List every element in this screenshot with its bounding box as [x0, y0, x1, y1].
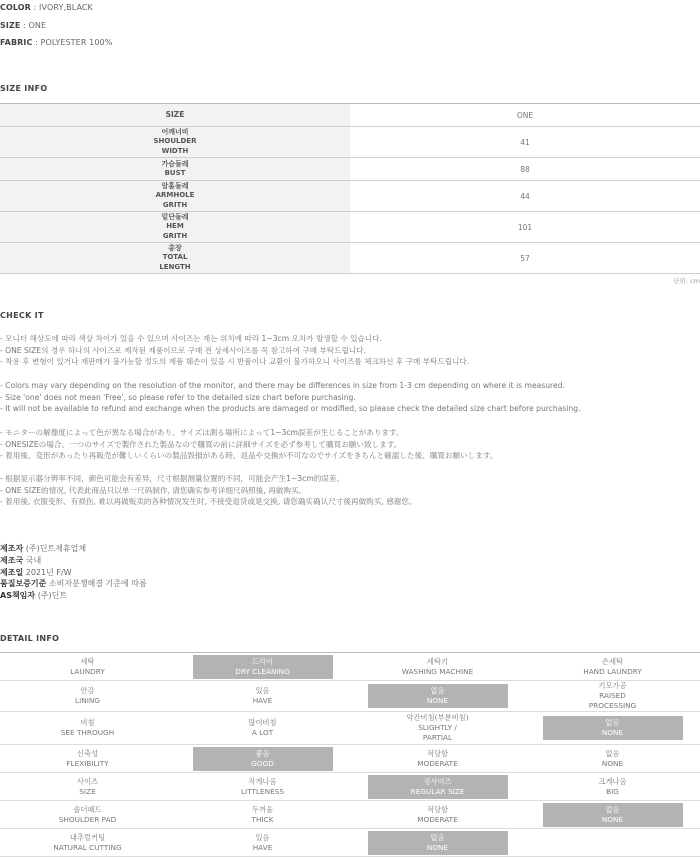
size-label-line: 밑단둘레 — [161, 212, 189, 221]
size-row — [0, 127, 700, 158]
size-row — [0, 158, 700, 181]
detail-row — [0, 712, 700, 745]
detail-cell-selected — [350, 681, 525, 711]
detail-cell-line: HAND LAUNDRY — [583, 666, 642, 676]
detail-table — [0, 652, 700, 857]
maker-label: 제조일 — [0, 567, 24, 577]
detail-cell — [175, 773, 350, 800]
detail-row — [0, 829, 700, 857]
detail-cell-line: 적당함 — [426, 748, 449, 758]
detail-cell — [350, 712, 525, 744]
detail-cell-selected — [525, 712, 700, 744]
detail-cell-line: HAVE — [252, 696, 273, 705]
detail-cell-line: WASHING MACHINE — [401, 666, 474, 676]
detail-cell-line: SIZE — [79, 786, 96, 796]
size-label-line: 어깨너비 — [161, 127, 189, 136]
note-line: - It will not be available to refund and exchange when the products are damaged or modified, so please check the detailed size chart before purchasing. — [0, 404, 581, 413]
detail-cell-content — [543, 803, 683, 827]
detail-cell-line: LITTLENESS — [240, 786, 284, 796]
detail-cell-content — [525, 657, 700, 677]
detail-cell-line: 두꺼움 — [251, 804, 274, 814]
detail-cell-line: NONE — [426, 696, 449, 705]
size-label-line: ARMHOLE — [155, 191, 195, 200]
size-row — [0, 212, 700, 243]
size-label-cell — [0, 158, 350, 180]
maker-label: 제조자 — [0, 544, 24, 553]
detail-cell-content — [0, 833, 175, 853]
detail-cell-selected — [525, 801, 700, 828]
detail-cell-line: LINING — [75, 696, 100, 705]
note-line: - Colors may vary depending on the resolution of the monitor, and there may be differences in size from 1-3 cm depending on where it is measured. — [0, 381, 565, 390]
detail-cell-line: BIG — [606, 786, 619, 796]
detail-cell-line: 없음 — [430, 686, 445, 695]
detail-cell-content — [193, 655, 333, 679]
detail-cell-line: 크게나옴 — [598, 776, 627, 786]
detail-cell-line: A LOT — [251, 728, 274, 737]
detail-cell — [525, 773, 700, 800]
size-label-line: HEM — [166, 222, 184, 231]
size-label-line: 가슴둘레 — [161, 159, 189, 168]
detail-cell-line: 세탁 — [80, 656, 95, 666]
size-label-cell — [0, 243, 350, 273]
maker-row — [0, 555, 147, 567]
detail-cell-line: DRY CLEANING — [235, 666, 290, 676]
note-line: - 根据显示器分辨率不同，颜色可能会有差异，尺寸根据测量位置的不同，可能会产生1~3cm的误差。 — [0, 474, 345, 483]
size-info: SIZE : ONE — [0, 21, 47, 30]
detail-cell-content — [175, 686, 350, 706]
detail-cell — [350, 745, 525, 772]
note-line: - Size 'one' does not mean 'Free', so please refer to the detailed size chart before purchasing. — [0, 392, 356, 402]
size-value-cell: 44 — [520, 191, 530, 201]
detail-cell-line: GOOD — [251, 758, 274, 768]
detail-cell-line: NATURAL CUTTING — [53, 842, 122, 852]
notes-japanese — [0, 427, 497, 462]
detail-cell-line: NONE — [601, 814, 624, 824]
size-value-cell: 101 — [517, 222, 533, 232]
detail-cell — [0, 653, 175, 680]
detail-cell-content — [350, 713, 525, 743]
detail-cell-line: 손세탁 — [601, 656, 624, 666]
detail-cell-content — [193, 747, 333, 771]
detail-cell-line: 드라이 — [251, 656, 274, 666]
size-table — [0, 103, 700, 274]
fabric-value: POLYESTER 100% — [40, 38, 113, 47]
size-label: SIZE — [0, 21, 21, 30]
maker-row — [0, 590, 147, 602]
detail-cell-content — [350, 805, 525, 825]
size-header-cell: SIZE — [0, 104, 350, 126]
size-label-line: SHOULDER — [153, 137, 197, 146]
color-value: IVORY,BLACK — [39, 3, 93, 12]
note-line: - ONE SIZE의 경우 하나의 사이즈로 제작된 제품이므로 구매 전 상세사이즈를 꼭 참고하여 구매 부탁드립니다. — [0, 345, 366, 355]
size-label-cell — [0, 181, 350, 211]
detail-cell-line: NONE — [426, 842, 449, 852]
detail-cell-line: RAISED — [599, 691, 626, 700]
size-row — [0, 181, 700, 212]
maker-value: (주)딘트제휴업체 — [25, 544, 87, 553]
maker-label: 제조국 — [0, 555, 24, 565]
size-label-line: GRITH — [162, 231, 188, 240]
detail-cell-line: LAUNDRY — [70, 666, 105, 676]
detail-cell-line: 기모가공 — [598, 681, 627, 690]
detail-cell-content — [350, 657, 525, 677]
size-label-cell — [0, 127, 350, 157]
detail-cell-selected — [350, 773, 525, 800]
notes-korean — [0, 333, 469, 368]
detail-cell-line: 없음 — [605, 718, 620, 727]
size-label-line: LENGTH — [159, 262, 191, 271]
detail-cell-line: 정사이즈 — [423, 776, 452, 786]
maker-value: 2021년 F/W — [25, 567, 72, 577]
detail-info-title: DETAIL INFO — [0, 634, 60, 643]
size-row — [0, 243, 700, 274]
detail-cell-selected — [350, 829, 525, 856]
detail-cell-line: 있음 — [255, 832, 270, 842]
detail-cell — [350, 801, 525, 828]
detail-cell-line: 안감 — [80, 686, 95, 695]
detail-cell-line: 없음 — [430, 832, 445, 842]
detail-cell-content — [175, 777, 350, 797]
detail-cell-line: PARTIAL — [422, 733, 453, 742]
detail-cell-line: NONE — [601, 728, 624, 737]
detail-cell-line: SHOULDER PAD — [58, 814, 117, 824]
detail-cell-line: SLIGHTLY / — [418, 723, 457, 732]
size-table-header — [0, 104, 700, 127]
size-label-cell — [0, 212, 350, 242]
detail-cell-line: 없음 — [605, 804, 620, 814]
maker-label: AS책임자 — [0, 591, 36, 601]
detail-cell-line: 없음 — [605, 748, 620, 758]
detail-cell — [525, 681, 700, 711]
detail-cell-line: 사이즈 — [76, 776, 99, 786]
detail-cell-line: 약간비침(부분비침) — [406, 713, 469, 722]
detail-cell-content — [0, 686, 175, 706]
maker-row — [0, 567, 147, 579]
one-header-cell: ONE — [516, 110, 534, 120]
detail-cell-content — [0, 805, 175, 825]
detail-cell-content — [0, 777, 175, 797]
fabric-label: FABRIC — [0, 38, 33, 47]
note-line: - 着用後, 衣服变形、有损伤, 难以再做贩卖的各种情况发生时, 不接受退货或是交换, 请您确实确认尺寸後再做购买, 感谢您。 — [0, 497, 417, 506]
size-label-line: WIDTH — [161, 146, 189, 155]
detail-cell-line: 세탁기 — [426, 656, 449, 666]
detail-cell — [175, 712, 350, 744]
detail-cell-line: HAVE — [252, 842, 273, 852]
detail-cell — [0, 801, 175, 828]
note-line: - モニターの解像度によって色が異なる場合があり、サイズは測る場所によって1~3cm誤差が生じることがあります。 — [0, 428, 404, 437]
detail-cell-content — [543, 716, 683, 740]
size-label-line: 총장 — [168, 243, 182, 252]
detail-cell-line: MODERATE — [417, 758, 458, 768]
note-line: - 모니터 해상도에 따라 색상 차이가 있을 수 있으며 사이즈는 재는 위치에 따라 1~3cm 오차가 발생할 수 있습니다. — [0, 334, 382, 343]
detail-cell — [525, 829, 700, 856]
detail-row — [0, 681, 700, 712]
note-line: - ONE SIZE的情况, 代表此商品只以单一尺码制作, 请您确实参考详细尺码照後, 再做购买。 — [0, 485, 307, 495]
detail-cell-content — [0, 657, 175, 677]
detail-cell-line: MODERATE — [417, 814, 458, 824]
color-label: COLOR — [0, 3, 31, 12]
detail-cell-line: THICK — [251, 814, 274, 824]
detail-cell-line: SEE THROUGH — [60, 728, 115, 737]
detail-row — [0, 801, 700, 829]
detail-cell — [0, 712, 175, 744]
maker-row — [0, 543, 147, 555]
notes-chinese — [0, 473, 417, 508]
detail-cell-line: REGULAR SIZE — [410, 786, 465, 796]
detail-cell-content — [368, 684, 508, 708]
detail-cell — [0, 829, 175, 856]
detail-cell-content — [175, 718, 350, 738]
detail-cell-content — [0, 749, 175, 769]
detail-cell — [175, 829, 350, 856]
size-label-line: TOTAL — [162, 253, 188, 262]
detail-cell-line: 작게나옴 — [248, 776, 277, 786]
detail-cell-content — [525, 777, 700, 797]
maker-value: (주)딘트 — [37, 591, 68, 601]
detail-cell-line: 있음 — [255, 686, 270, 695]
detail-row — [0, 773, 700, 801]
unit-label: 단위: cm — [673, 277, 700, 285]
detail-cell-line: NONE — [601, 758, 624, 768]
detail-cell-line: 신축성 — [76, 748, 99, 758]
detail-cell-line: 내추럴커팅 — [69, 832, 106, 842]
detail-cell-content — [525, 681, 700, 711]
detail-cell — [175, 801, 350, 828]
size-info-title: SIZE INFO — [0, 84, 48, 93]
manufacturer-info — [0, 543, 147, 602]
detail-cell-content — [175, 833, 350, 853]
maker-label: 품질보증기준 — [0, 579, 47, 589]
note-line: - ONESIZEの場合、一つのサイズで製作された製品なので購買の前に詳細サイズを必ず参考して購買お願い致します。 — [0, 439, 402, 449]
detail-cell-line: 숄더패드 — [73, 804, 102, 814]
detail-cell-content — [0, 718, 175, 738]
detail-cell-line: 적당함 — [426, 804, 449, 814]
maker-value: 소비자분쟁해결 기준에 따름 — [48, 579, 147, 589]
detail-row — [0, 653, 700, 681]
detail-cell-content — [525, 749, 700, 769]
color-info: COLOR : IVORY,BLACK — [0, 3, 93, 12]
detail-cell-selected — [175, 745, 350, 772]
size-value-cell: 88 — [520, 164, 530, 174]
size-label-line: GRITH — [162, 200, 188, 209]
size-value-cell: 41 — [520, 137, 530, 147]
size-label-line: BUST — [164, 169, 186, 177]
detail-cell — [175, 681, 350, 711]
detail-cell-line: 비침 — [80, 718, 95, 727]
detail-row — [0, 745, 700, 773]
size-label-line: 암홀둘레 — [161, 181, 189, 190]
size-value-cell: 57 — [520, 253, 530, 263]
size-value: ONE — [28, 21, 47, 30]
detail-cell-content — [175, 805, 350, 825]
notes-english — [0, 380, 581, 415]
note-line: - 着用後、変形があったり再販売が難しいくらいの製品毀損がある時、返品や交換が不可なのでサイズをきちんと確認した後、購買お願いします。 — [0, 451, 498, 460]
detail-cell — [0, 745, 175, 772]
detail-cell-line: FLEXIBILITY — [66, 758, 109, 768]
note-line: - 착용 후 변형이 있거나 재판매가 불가능할 정도의 제품 훼손이 있을 시 반품이나 교환이 불가하오니 사이즈를 체크하신 후 구매 부탁드립니다. — [0, 357, 470, 366]
detail-cell-line: 많이비침 — [248, 718, 277, 727]
detail-cell-selected — [175, 653, 350, 680]
detail-cell — [0, 773, 175, 800]
fabric-info: FABRIC : POLYESTER 100% — [0, 38, 113, 47]
detail-cell — [525, 653, 700, 680]
maker-value: 국내 — [25, 555, 42, 565]
maker-row — [0, 578, 147, 590]
detail-cell-line: 좋음 — [255, 748, 270, 758]
detail-cell-content — [368, 775, 508, 799]
detail-cell-content — [350, 749, 525, 769]
detail-cell — [0, 681, 175, 711]
detail-cell — [525, 745, 700, 772]
detail-cell-line: PROCESSING — [588, 701, 637, 710]
check-it-title: CHECK IT — [0, 311, 44, 320]
detail-cell — [350, 653, 525, 680]
